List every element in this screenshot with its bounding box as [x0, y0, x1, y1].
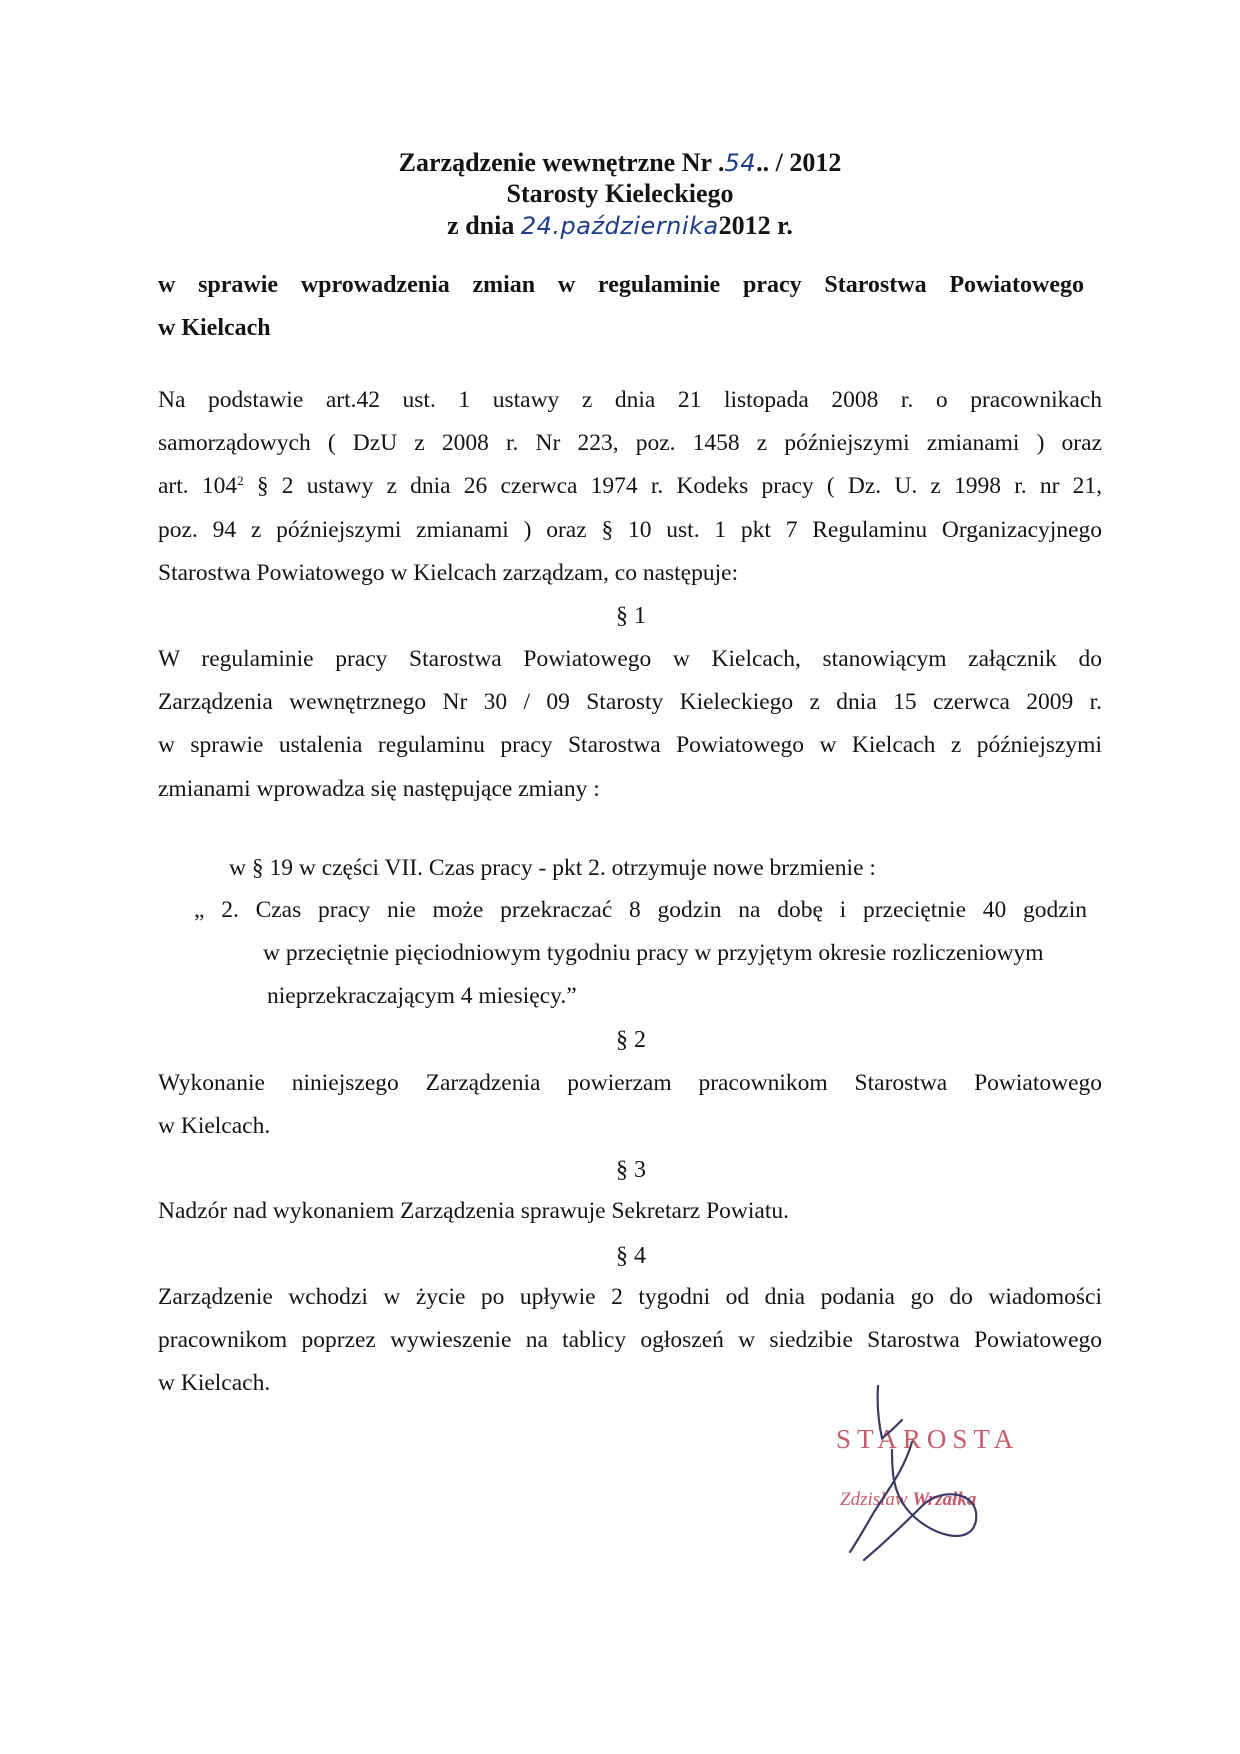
section-3-paragraph [158, 1190, 1102, 1233]
paragraph-line: Starostwa Powiatowego w Kielcach zarządzam, co następuje: [158, 559, 739, 586]
document-issuer: Starosty Kieleckiego [506, 179, 734, 208]
superscript: 2 [237, 473, 244, 489]
paragraph-line: Na podstawie art.42 ust. 1 ustawy z dnia 21 listopada 2008 r. o pracownikach [158, 387, 1102, 413]
amendment-intro: w § 19 w części VII. Czas pracy - pkt 2. otrzymuje nowe brzmienie : [229, 855, 876, 881]
paragraph-line: Nadzór nad wykonaniem Zarządzenia sprawuje Sekretarz Powiatu. [158, 1198, 789, 1224]
quote-line: nieprzekraczającym 4 miesięcy.” [267, 983, 577, 1010]
title-prefix: Zarządzenie wewnętrzne Nr . [398, 148, 725, 177]
stamp-last-name: Wrzałka [912, 1489, 977, 1510]
section-heading-1: § 1 [616, 603, 646, 629]
subject-line: w Kielcach [158, 315, 271, 341]
section-2-paragraph [158, 1062, 1102, 1148]
section-heading-3: § 3 [616, 1157, 646, 1183]
section-1-paragraph [158, 638, 1102, 811]
paragraph-line: Zarządzenia wewnętrznego Nr 30 / 09 Starosty Kieleckiego z dnia 15 czerwca 2009 r. [158, 689, 1102, 716]
stamp-first-name: Zdzisław [840, 1489, 908, 1510]
document-date [0, 210, 1240, 242]
stamp-title: STAROSTA [836, 1424, 1020, 1454]
subject-line: w sprawie wprowadzenia zmian w regulaminie pracy Starostwa Powiatowego [158, 272, 1084, 298]
document-title [0, 147, 1240, 179]
paragraph-line: W regulaminie pracy Starostwa Powiatowego w Kielcach, stanowiącym załącznik do [158, 646, 1102, 672]
paragraph-line: samorządowych ( DzU z 2008 r. Nr 223, poz. 1458 z późniejszymi zmianami ) oraz [158, 430, 1102, 457]
title-suffix: .. / 2012 [756, 148, 842, 177]
paragraph-line: pracownikom poprzez wywieszenie na tablicy ogłoszeń w siedzibie Starostwa Powiatowego [158, 1327, 1102, 1354]
paragraph-line: w sprawie ustalenia regulaminu pracy Starostwa Powiatowego w Kielcach z późniejszymi [158, 732, 1102, 759]
quote-line: w przeciętnie pięciodniowym tygodniu pracy w przyjętym okresie rozliczeniowym [263, 940, 1044, 967]
handwritten-number: 54 [724, 149, 757, 177]
handwritten-date: 24.października [520, 212, 719, 240]
signature-mark [830, 1380, 1030, 1580]
legal-basis-paragraph [158, 379, 1102, 595]
date-prefix: z dnia [447, 211, 521, 240]
paragraph-text: § 2 ustawy z dnia 26 czerwca 1974 r. Kodeks pracy ( Dz. U. z 1998 r. nr 21, [243, 473, 1102, 500]
quote-line: „ 2. Czas pracy nie może przekraczać 8 godzin na dobę i przeciętnie 40 godzin [194, 897, 1087, 923]
paragraph-line [158, 465, 1102, 508]
paragraph-line: w Kielcach. [158, 1113, 271, 1140]
paragraph-text: art. 104 [158, 473, 238, 500]
amendment-quote [194, 889, 1087, 1019]
document-subject [158, 264, 1084, 350]
section-heading-4: § 4 [616, 1243, 646, 1269]
paragraph-line: w Kielcach. [158, 1370, 271, 1397]
date-suffix: 2012 r. [718, 211, 793, 240]
paragraph-line: Zarządzenie wchodzi w życie po upływie 2 tygodni od dnia podania go do wiadomości [158, 1284, 1102, 1310]
paragraph-line: Wykonanie niniejszego Zarządzenia powierzam pracownikom Starostwa Powiatowego [158, 1070, 1102, 1096]
paragraph-line: zmianami wprowadza się następujące zmiany : [158, 775, 600, 802]
paragraph-line: poz. 94 z późniejszymi zmianami ) oraz § 10 ust. 1 pkt 7 Regulaminu Organizacyjnego [158, 516, 1102, 543]
section-heading-2: § 2 [616, 1027, 646, 1053]
